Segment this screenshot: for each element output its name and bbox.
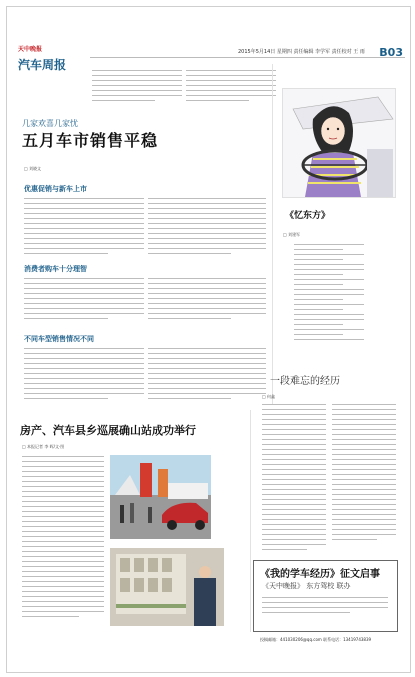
poem-byline: □ 刘建军 <box>283 232 301 237</box>
column-divider <box>272 64 273 404</box>
subhead-3: 不同车型销售情况不同 <box>24 335 94 343</box>
ad-sub: 《天中晚报》 东方驾校 联办 <box>262 582 351 590</box>
newspaper-logo: 天中晚报 <box>18 46 43 53</box>
lead-headline: 五月车市销售平稳 <box>22 131 159 150</box>
car-exhibition-image <box>110 455 211 539</box>
lead-column-1b <box>24 278 144 323</box>
second-byline: □ 本报记者 李 晖/文·图 <box>22 444 65 449</box>
essay-column-1 <box>262 404 326 554</box>
ad-title: 《我的学车经历》征文启事 <box>260 569 380 580</box>
lead-column-2a <box>148 198 266 258</box>
ad-body <box>262 597 388 617</box>
lead-intro-column-1 <box>92 70 182 105</box>
poem-body <box>294 244 364 344</box>
essay-byline: □ 何鑫 <box>262 394 276 399</box>
illustration-girl-driving <box>282 88 396 198</box>
second-column <box>22 456 104 621</box>
essay-column-2 <box>332 404 396 544</box>
subhead-1: 优惠促销与新车上市 <box>24 185 87 193</box>
masthead <box>18 44 68 98</box>
header-rule <box>90 57 405 58</box>
housing-model-image <box>110 548 224 626</box>
girl-driving-drawing <box>283 89 395 197</box>
ad-contact: 投稿邮箱：441030206@qq.com 联系电话：13419743839 <box>260 637 372 642</box>
section-title: 汽车周报 <box>18 58 67 72</box>
photo-housing-model <box>110 548 224 626</box>
lead-column-1a <box>24 198 144 258</box>
lead-column-2b <box>148 278 266 323</box>
lead-byline: □ 刘晓文 <box>24 166 42 171</box>
lead-column-1c <box>24 348 144 403</box>
lead-intro-column-2 <box>186 70 276 105</box>
lead-column-2c <box>148 348 266 403</box>
page-number: B03 <box>379 46 403 59</box>
column-divider-2 <box>250 410 251 632</box>
essay-contest-ad <box>253 560 398 632</box>
subhead-2: 消费者购车十分理智 <box>24 265 87 273</box>
photo-car-exhibition <box>110 455 211 539</box>
poem-title: 《忆东方》 <box>285 211 331 221</box>
header-info: 2015年5月14日 星期四 责任编辑 李学军 责任校对 王 雨 <box>238 49 365 55</box>
lead-kicker: 几家欢喜几家忧 <box>22 119 78 128</box>
essay-title: 一段难忘的经历 <box>270 376 340 387</box>
second-headline: 房产、汽车县乡巡展确山站成功举行 <box>20 424 196 437</box>
